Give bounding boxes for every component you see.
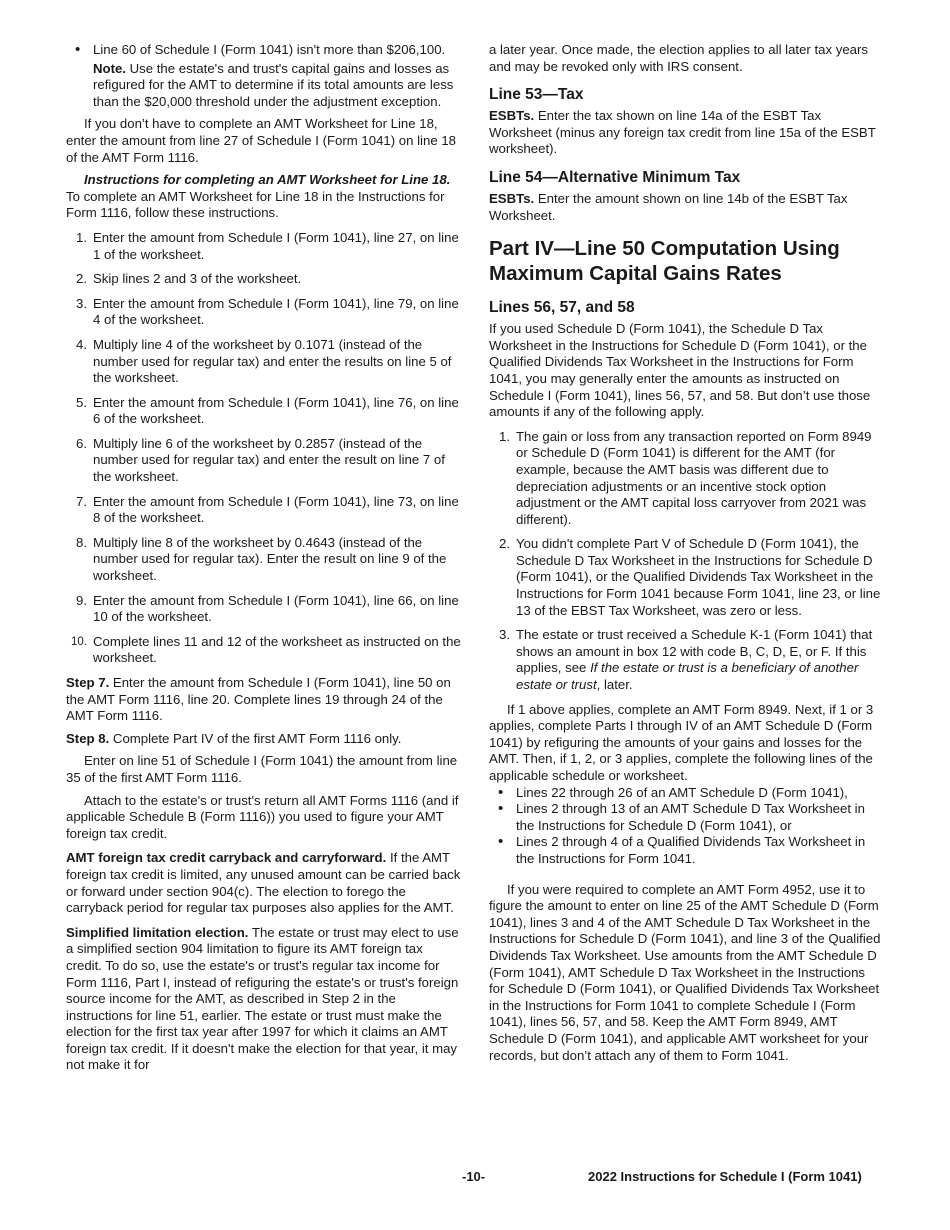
item-number: 2. xyxy=(76,271,87,287)
item-number: 1. xyxy=(76,229,87,245)
item-text: Enter the amount from Schedule I (Form 1041), line 27, on line 1 of the worksheet. xyxy=(93,229,459,262)
page-number: -10- xyxy=(462,1169,486,1184)
item-text: Enter the amount from Schedule I (Form 1041), line 73, on line 8 of the worksheet. xyxy=(93,493,459,526)
list-item xyxy=(489,429,884,529)
list-item xyxy=(66,271,461,288)
item-text: You didn't complete Part V of Schedule D (Form 1041), the Schedule D Tax Worksheet in the Instructions for Schedule D (Form 1041), or the Qualified Dividends Tax Worksheet in the Instructions for Form 1041 because Form 1041, line 23, or line 13 of the EBST Tax Worksheet, was zero or less. xyxy=(516,536,881,618)
esbt54-text: Enter the amount shown on line 14b of the ESBT Tax Worksheet. xyxy=(489,190,848,223)
paragraph-4952: If you were required to complete an AMT Form 4952, use it to figure the amount to enter on line 25 of the AMT Schedule D (Form 1041), lines 3 and 4 of the AMT Schedule D Tax Worksheet in the Instructions for Schedule D (Form 1041), and line 3 of the Qualified Dividends Tax Worksheet. Use amounts from the AMT Schedule D (Form 1041), AMT Schedule D Tax Worksheet in the Instructions for Schedule D (Form 1041), or Qualified Dividends Tax Worksheet in the Instructions for Form 1041 to complete Schedule I (Form 1041), lines 56, 57, and 58. Keep the AMT Form 8949, AMT Schedule D (Form 1041), and applicable AMT worksheet for your records, but don’t attach any of them to Form 1041. xyxy=(489,881,881,1063)
heading-lines-56-58: Lines 56, 57, and 58 xyxy=(489,299,635,317)
item-number: 4. xyxy=(76,336,87,352)
esbt53-label: ESBTs. xyxy=(489,108,535,124)
instructions-paragraph xyxy=(66,172,461,222)
left-column xyxy=(66,42,461,1080)
item-text: Multiply line 8 of the worksheet by 0.4643 (instead of the number used for regular tax). Enter the result on line 9 of the worksheet. xyxy=(93,534,447,584)
list-item xyxy=(66,494,461,527)
right-column xyxy=(489,42,884,1070)
list-item: • Lines 22 through 26 of an AMT Schedule D (Form 1041), xyxy=(489,785,884,802)
item-text: Multiply line 4 of the worksheet by 0.1071 (instead of the number used for regular tax) and enter the results on line 5 of the worksheet. xyxy=(93,336,452,386)
paragraph-no-worksheet: If you don’t have to complete an AMT Worksheet for Line 18, enter the amount from line 27 of Schedule I (Form 1041) on line 18 of the AMT Form 1116. xyxy=(66,116,456,165)
item-text: Enter the amount from Schedule I (Form 1041), line 76, on line 6 of the worksheet. xyxy=(93,394,459,427)
list-item xyxy=(66,436,461,486)
instructions-text: To complete an AMT Worksheet for Line 18 in the Instructions for Form 1116, follow these instructions. xyxy=(66,188,445,221)
item-number: 7. xyxy=(76,493,87,509)
esbt54-paragraph xyxy=(489,191,884,224)
item-number: 5. xyxy=(76,394,87,410)
item-number: 8. xyxy=(76,534,87,550)
list-item xyxy=(489,536,884,619)
esbt54-label: ESBTs. xyxy=(489,190,535,206)
note-paragraph xyxy=(93,61,461,111)
item3-text: The estate or trust received a Schedule K-1 (Form 1041) that shows an amount in box 12 with code B, C, D, E, or F. If this applies, see xyxy=(516,627,873,676)
list-item xyxy=(66,535,461,585)
list-item: • Lines 2 through 4 of a Qualified Dividends Tax Worksheet in the Instructions for Form 1041. xyxy=(489,834,884,867)
item-number: 2. xyxy=(499,536,510,552)
step7-label: Step 7. xyxy=(66,675,110,690)
esbt53-text: Enter the tax shown on line 14a of the ESBT Tax Worksheet (minus any foreign tax credit from line 15a of the ESBT worksheet). xyxy=(489,108,876,157)
item-number: 6. xyxy=(76,435,87,451)
paragraph-if1: If 1 above applies, complete an AMT Form 8949. Next, if 1 or 3 applies, complete Parts I through IV of an AMT Schedule D (Form 1041) by refiguring the amounts of your gains and losses for the AMT. Then, if 1, 2, or 3 applies, complete the following lines of the applicable schedule or worksheet. xyxy=(489,701,874,783)
step8-text: Complete Part IV of the first AMT Form 1116 only. xyxy=(112,730,402,746)
list-item xyxy=(66,395,461,428)
heading-part4: Part IV—Line 50 Computation Using Maximum Capital Gains Rates xyxy=(489,237,840,286)
list-item xyxy=(66,337,461,387)
instructions-heading: Instructions for completing an AMT Worksheet for Line 18. xyxy=(84,172,451,188)
item-number: 9. xyxy=(76,592,87,608)
note-text: Use the estate's and trust's capital gains and losses as refigured for the AMT to determine if its total amounts are less than the $20,000 threshold under the adjustment exception. xyxy=(93,60,454,109)
carryback-text: If the AMT foreign tax credit is limited, any unused amount can be carried back or forward under section 904(c). The election to forego the carryback period for regular tax purposes also applies for the AMT. xyxy=(66,850,461,916)
list-item xyxy=(66,634,461,667)
esbt53-paragraph xyxy=(489,108,884,158)
list-item xyxy=(66,593,461,626)
item-text xyxy=(516,627,884,693)
item-number: 3. xyxy=(499,627,510,643)
list-item xyxy=(489,627,884,693)
step8-label: Step 8. xyxy=(66,730,110,746)
list-item: • Line 60 of Schedule I (Form 1041) isn't more than $206,100. xyxy=(66,42,461,59)
simplified-text: The estate or trust may elect to use a simplified section 904 limitation to figure its AMT foreign tax credit. To do so, use the estate's or trust's regular tax income for Form 1116, Part I, instead of refiguring the estate's or trust's foreign source income for the AMT, as described in Step 2 in the instructions for line 51, earlier. The estate or trust must make the election for the first tax year after 1997 for which it claims an AMT foreign tax credit. If it doesn't make the election for that year, it may not make it for xyxy=(66,924,459,1073)
item3-end: , later. xyxy=(596,677,633,693)
carryback-paragraph xyxy=(66,850,461,916)
item-text: Enter the amount from Schedule I (Form 1041), line 79, on line 4 of the worksheet. xyxy=(93,295,459,328)
list-item xyxy=(66,296,461,329)
bullet-list xyxy=(489,785,884,868)
item-number: 3. xyxy=(76,295,87,311)
bullet-list xyxy=(66,42,461,59)
item-text: Multiply line 6 of the worksheet by 0.2857 (instead of the number used for regular tax) and enter the result on line 7 of the worksheet. xyxy=(93,435,445,485)
heading-line54: Line 54—Alternative Minimum Tax xyxy=(489,168,741,186)
item-text: Skip lines 2 and 3 of the worksheet. xyxy=(93,271,302,287)
step8-paragraph xyxy=(66,731,461,748)
item-text: Enter the amount from Schedule I (Form 1041), line 66, on line 10 of the worksheet. xyxy=(93,592,459,625)
item-text: Complete lines 11 and 12 of the worksheet as instructed on the worksheet. xyxy=(93,633,461,666)
item-number: 1. xyxy=(499,428,510,444)
step7-text: Enter the amount from Schedule I (Form 1041), line 50 on the AMT Form 1116, line 20. Complete lines 19 through 24 of the AMT Form 1116. xyxy=(66,675,451,724)
footer-title: 2022 Instructions for Schedule I (Form 1041) xyxy=(588,1169,862,1184)
item-text: The gain or loss from any transaction reported on Form 8949 or Schedule D (Form 1041) is different for the AMT (for example, because the AMT basis was different due to depreciation adjustments or an incentive stock option adjustment or the AMT capital loss carryover from 2021 was different). xyxy=(516,428,872,527)
carryback-label: AMT foreign tax credit carryback and carryforward. xyxy=(66,850,387,866)
item-number: 10. xyxy=(71,635,87,648)
intro-paragraph: If you used Schedule D (Form 1041), the Schedule D Tax Worksheet in the Instructions for Schedule D (Form 1041), or the Qualified Dividends Tax Worksheet in the Instructions for Form 1041, you may generally enter the amounts as instructed on Schedule I (Form 1041), lines 56, 57, and 58. But don’t use those amounts if any of the following apply. xyxy=(489,321,871,420)
list-item xyxy=(66,230,461,263)
paragraph-line51: Enter on line 51 of Schedule I (Form 1041) the amount from line 35 of the first AMT Form 1116. xyxy=(66,753,458,785)
heading-line53: Line 53—Tax xyxy=(489,86,584,104)
conditions-list xyxy=(489,429,884,694)
note-label: Note. xyxy=(93,60,126,76)
simplified-label: Simplified limitation election. xyxy=(66,924,249,940)
simplified-paragraph xyxy=(66,925,461,1074)
paragraph-attach: Attach to the estate's or trust's return all AMT Forms 1116 (and if applicable Schedule B (Form 1116)) you used to figure your AMT foreign tax credit. xyxy=(66,792,459,841)
list-item: • Lines 2 through 13 of an AMT Schedule D Tax Worksheet in the Instructions for Schedule D (Form 1041), or xyxy=(489,801,884,834)
worksheet-steps-list xyxy=(66,230,461,667)
continued-paragraph: a later year. Once made, the election applies to all later tax years and may be revoked only with IRS consent. xyxy=(489,42,868,74)
step7-paragraph xyxy=(66,675,461,725)
item3-reference: If the estate or trust is a beneficiary of another estate or trust xyxy=(516,660,859,693)
